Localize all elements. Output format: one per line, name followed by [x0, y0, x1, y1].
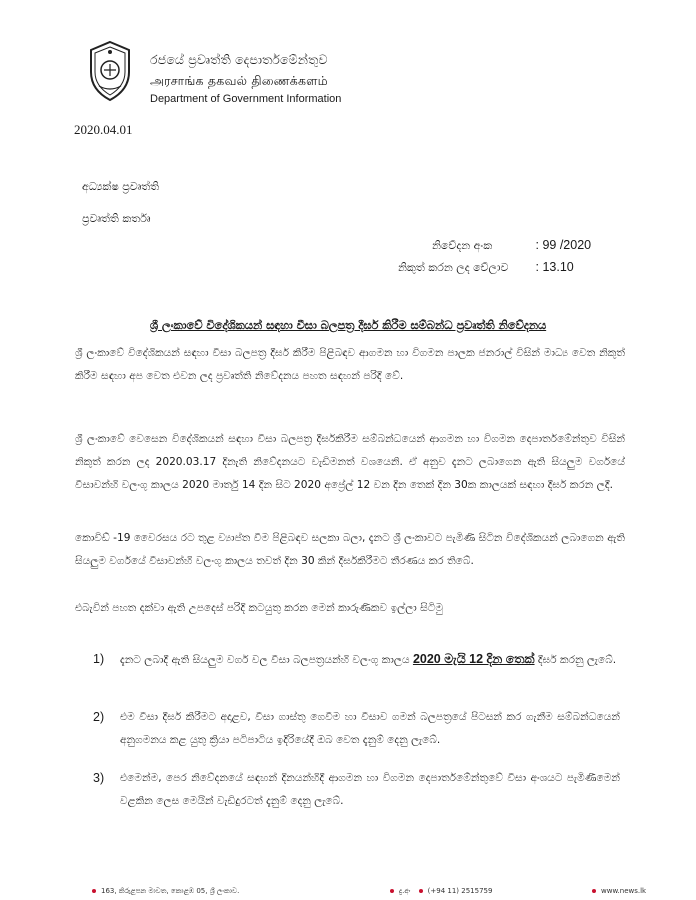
release-number-value: : 99 /2020	[535, 238, 592, 252]
release-time-label: නිකුත් කරන ලද වේලාව	[398, 261, 509, 274]
recipient-news-director: අධ්‍යක්ෂ ප්‍රවෘත්ති	[82, 180, 160, 193]
release-number-row	[432, 238, 591, 253]
release-number-label: නිවේදන අංක	[432, 239, 493, 252]
paragraph-request: එබැවින් පහත දක්වා ඇති උපදෙස් පරිදි කටයුතු කරන මෙන් කාරුණිකව ඉල්ලා සිටිමු	[75, 602, 444, 614]
footer-phone	[390, 887, 492, 896]
bullet-dot-icon	[390, 889, 394, 893]
bullet-dot-icon	[92, 889, 96, 893]
document-date: 2020.04.01	[74, 122, 133, 137]
org-name-tamil: அரசாங்க தகவல் திணைக்களம்	[150, 73, 328, 88]
recipient-news-editor: ප්‍රවෘත්ති කර්තෘ	[82, 212, 151, 225]
item-number: 3)	[93, 771, 105, 785]
phone-number: (+94 11) 2515759	[427, 887, 493, 895]
item-number: 2)	[93, 710, 105, 724]
release-time-value: : 13.10	[535, 260, 574, 274]
footer-address: 163, කිරුළපන මාවත, කොළඹ 05, ශ්‍රී ලංකාව.	[92, 887, 239, 896]
org-name-sinhala: රජයේ ප්‍රවෘත්ති දෙපාර්තමේන්තුව	[150, 52, 328, 67]
paragraph-decision: කොවිඩ් -19 වෛරසය රට තුළ ව්‍යාප්ත වීම පිළිබඳව සලකා බලා, දැනට ශ්‍රී ලංකාවට පැමිණි සිටින විදේශිකයන් ලබාගෙන ඇති සියලුම වර්ගයේ වීසාවන්හි වලංගු කාලය තවත් දින 30 කින් දීර්ඝකිරීමට තීරණය කර තිබේ.	[75, 532, 625, 567]
item-highlight-date: 2020 මැයි 12 දින තෙක්	[412, 652, 535, 666]
release-time-row	[398, 260, 574, 275]
document-title: ශ්‍රී ලංකාවේ විදේශිකයන් සඳහා වීසා බලපත්‍ර දීර්ඝ කිරීම සම්බන්ධ ප්‍රවෘත්ති නිවේදනය	[149, 318, 547, 332]
org-name-english: Department of Government Information	[150, 93, 342, 105]
item-text-after: දීර්ඝ කරනු ලැබේ.	[537, 654, 617, 666]
footer-website: www.news.lk	[592, 887, 646, 895]
paragraph-intro: ශ්‍රී ලංකාවේ විදේශිකයන් සඳහා වීසා බලපත්‍ර දීර්ඝ කිරීම පිළිබඳව ආගමන හා විගමන පාලක ජනරාල් විසින් මාධ්‍ය වෙත නිකුත් කිරීම සඳහා අප වෙත එවන ලද ප්‍රවෘත්ති නිවේදනය පහත සඳහන් පරිදි වේ.	[75, 347, 625, 382]
item-number: 1)	[93, 652, 105, 666]
bullet-dot-icon	[419, 889, 423, 893]
paragraph-background: ශ්‍රී ලංකාවේ වෙසෙන විදේශිකයන් සඳහා වීසා බලපත්‍ර දීර්ඝකිරීම සම්බන්ධයෙන් ආගමන හා විගමන දෙපාර්තමේන්තුව විසින් නිකුත් කරන ලද 2020.03.17 දිනැති නිවේදනයට වැඩිමනත් වශයෙනි. ඒ අනුව දැනට ලබාගෙන ඇති සියලුම වර්ගයේ වීසාවන්හි වලංගු කාලය 2020 මාර්තු 14 දින සිට 2020 අප්‍රේල් 12 වන දින තෙක් දින 30ක කාලයක් සඳහා දීර්ඝ කරන ලදී.	[75, 433, 625, 491]
bullet-dot-icon	[592, 889, 596, 893]
list-item	[120, 648, 620, 672]
phone-label: දු.අං	[399, 887, 411, 895]
list-item: එමෙන්ම, පෙර නිවේදනයේ සඳහන් දිනයන්හිදී ආගමන හා විගමන දෙපාර්තමේන්තුවේ වීසා අංශයට පැමිණීමෙන් වළකින ලෙස මෙයින් වැඩිදුරටත් දැනුම් දෙනු ලැබේ.	[120, 772, 620, 807]
sri-lanka-emblem-icon	[85, 40, 135, 102]
item-text-before: දැනට ලබාදී ඇති සියලුම වර්ග වල වීසා බලපත්‍රයන්හි වලංගු කාලය	[120, 654, 410, 666]
list-item: එම වීසා දීර්ඝ කිරීමට අදාළව, වීසා ගාස්තු ගෙවීම හා වීසාව ගමන් බලපත්‍රයේ පිටසන් කර ගැනීම සම්බන්ධයෙන් අනුගමනය කළ යුතු ක්‍රියා පටිපාටිය ඉදිරියේදී ඔබ වෙත දැනුම් දෙනු ලැබේ.	[120, 711, 620, 746]
